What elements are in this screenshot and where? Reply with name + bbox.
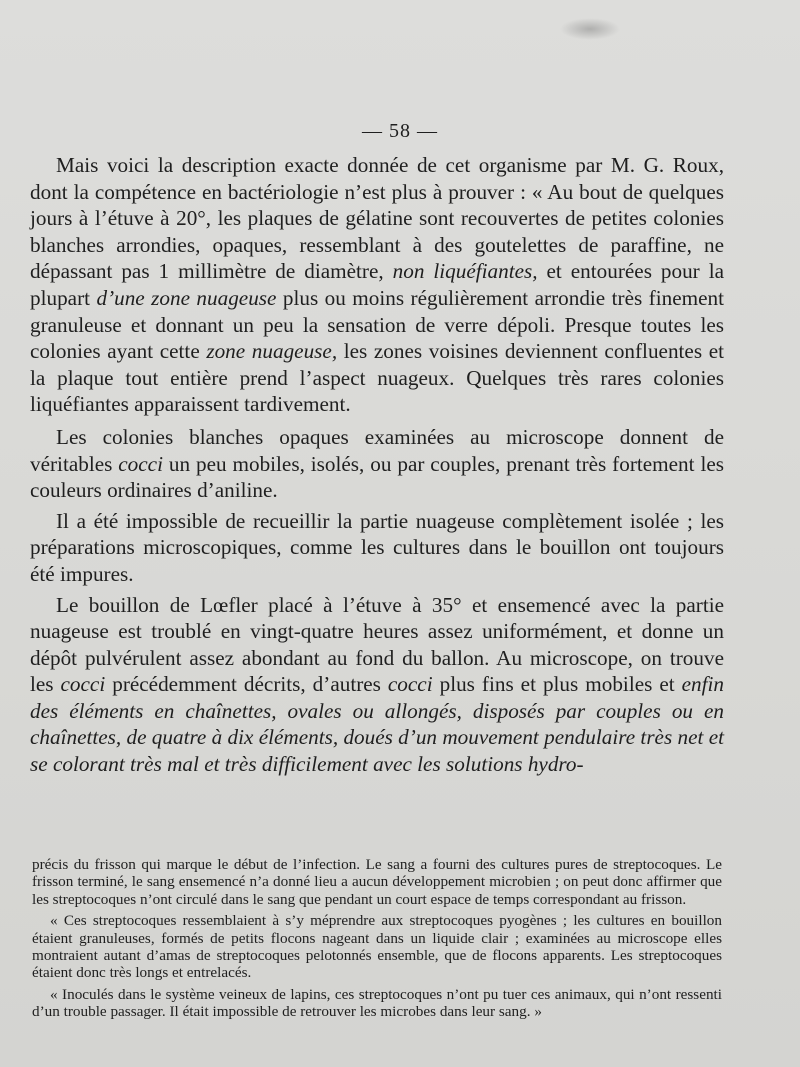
paragraph-1 bbox=[30, 152, 724, 418]
footnote-paragraph-1: précis du frisson qui marque le début de l’infection. Le sang a fourni des cultures pures de streptocoques. Le frisson terminé, le sang ensemencé n’a donné lieu a aucun développement microbien ; on peut donc affirmer que les streptocoques n’ont circulé dans le sang que pendant un court espace de temps correspondant au frisson. bbox=[32, 856, 722, 908]
footnotes bbox=[32, 856, 722, 1025]
text-run: Les colonies blanches opaques examinées au microscope donnent de véritables bbox=[30, 424, 724, 476]
text-run: Mais voici la description exacte donnée de cet organisme par M. G. Roux, dont la compétence en bactériologie n’est plus à prouver : « Au bout de quelques jours à l’étuve à 20°, les plaques de gélatine sont recouvertes de petites colonies blanches arrondies, opaques, ressemblant à des goutelettes de paraffine, ne dépassant pas 1 millimètre de diamètre, bbox=[30, 153, 724, 284]
italic-text: d’une zone nuageuse bbox=[96, 285, 277, 310]
text-run: un peu mobiles, isolés, ou par couples, prenant très fortement les couleurs ordinaires d’aniline. bbox=[30, 451, 724, 503]
paragraph-2 bbox=[30, 424, 724, 504]
italic-text: cocci bbox=[118, 451, 163, 476]
italic-text: enfin des éléments en chaînettes, ovales ou allongés, disposés par couples ou en chaînettes, de quatre à dix éléments, doués d’un mouvement pendulaire très net et se colorant très mal et très difficilement avec les solutions hydro- bbox=[30, 672, 724, 777]
text-run: les zones voisines deviennent confluentes et la plaque tout entière prend l’aspect nuageux. Quelques très rares colonies liquéfiantes apparaissent tardivement. bbox=[30, 339, 724, 417]
footnote-paragraph-3: « Inoculés dans le système veineux de lapins, ces streptocoques n’ont pu tuer ces animaux, qui n’ont ressenti d’un trouble passager. Il était impossible de retrouver les microbes dans leur sang. » bbox=[32, 985, 722, 1021]
text-run: Il a été impossible de recueillir la partie nuageuse complètement isolée ; les préparations microscopiques, comme les cultures dans le bouillon ont toujours été impures. bbox=[30, 508, 724, 586]
ink-smudge bbox=[560, 18, 620, 40]
page-number: — 58 — bbox=[362, 120, 438, 142]
paragraph-4 bbox=[30, 592, 724, 778]
text-run: et entourées pour la plupart bbox=[30, 259, 724, 310]
italic-text: cocci bbox=[60, 672, 106, 697]
italic-text: cocci bbox=[387, 672, 433, 697]
text-run: précédemment décrits, d’autres bbox=[105, 672, 388, 697]
footnote-paragraph-2: « Ces streptocoques ressemblaient à s’y méprendre aux streptocoques pyogènes ; les cultures en bouillon étaient granuleuses, formés de petits flocons nageant dans un liquide clair ; examinées au microscope elles montraient autant d’amas de streptocoques pelotonnés ensemble, que de flocons apparents. Les streptocoques étaient donc très longs et entrelacés. bbox=[32, 912, 722, 982]
paragraph-3 bbox=[30, 508, 724, 588]
text-run: plus ou moins régulièrement arrondie très finement granuleuse et donnant un peu la sensation de verre dépoli. Presque toutes les colonies ayant cette bbox=[30, 285, 724, 364]
main-text bbox=[30, 152, 724, 782]
text-run: plus fins et plus mobiles et bbox=[432, 672, 682, 697]
italic-text: non liquéfiantes, bbox=[392, 259, 538, 284]
text-run: Le bouillon de Lœfler placé à l’étuve à 35° et ensemencé avec la partie nuageuse est troublé en vingt-quatre heures assez uniformément, et donne un dépôt pulvérulent assez abondant au fond du ballon. Au microscope, on trouve les bbox=[30, 592, 724, 697]
italic-text: zone nuageuse, bbox=[206, 339, 338, 364]
